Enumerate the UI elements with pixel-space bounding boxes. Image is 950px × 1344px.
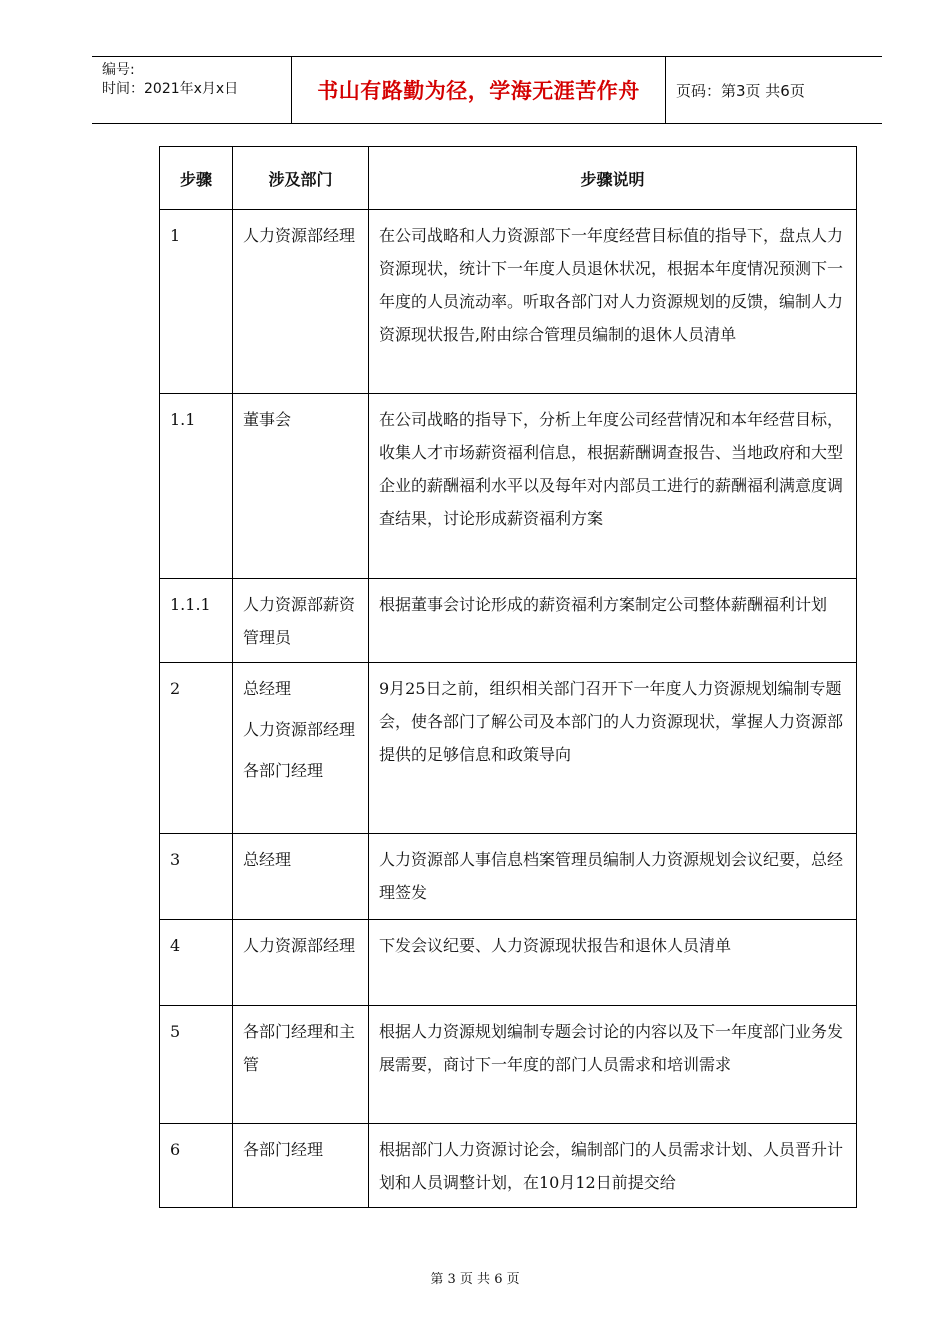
table-row	[160, 1006, 857, 1124]
desc-cell: 在公司战略的指导下，分析上年度公司经营情况和本年经营目标，收集人才市场薪资福利信息，根据薪酬调查报告、当地政府和大型企业的薪酬福利水平以及每年对内部员工进行的薪酬福利满意度调查结果，讨论形成薪资福利方案	[369, 394, 857, 579]
dept-name: 人力资源部经理	[243, 936, 356, 955]
dept-cell	[233, 663, 369, 834]
dept-name: 总经理	[243, 850, 292, 869]
dept-cell	[233, 579, 369, 663]
step-cell: 1	[160, 210, 233, 394]
dept-name: 各部门经理和主管	[243, 1022, 356, 1074]
table-row	[160, 663, 857, 834]
dept-name: 人力资源部经理	[243, 226, 356, 245]
step-cell: 6	[160, 1124, 233, 1208]
dept-name: 各部门经理	[243, 761, 324, 780]
table-row	[160, 920, 857, 1006]
page-footer: 第 3 页 共 6 页	[430, 1272, 520, 1287]
table-row	[160, 1124, 857, 1208]
dept-name: 董事会	[243, 410, 292, 429]
header-page-info: 页码：第3页 共6页	[676, 81, 805, 100]
table-row	[160, 579, 857, 663]
desc-cell: 根据人力资源规划编制专题会讨论的内容以及下一年度部门业务发展需要，商讨下一年度的部门人员需求和培训需求	[369, 1006, 857, 1124]
column-header-step: 步骤	[160, 147, 233, 210]
steps-table	[159, 146, 857, 1208]
desc-cell: 人力资源部人事信息档案管理员编制人力资源规划会议纪要，总经理签发	[369, 834, 857, 920]
document-time: 时间：2021年x月x日	[102, 81, 239, 97]
column-header-dept: 涉及部门	[233, 147, 369, 210]
dept-cell	[233, 1006, 369, 1124]
step-cell: 3	[160, 834, 233, 920]
dept-name: 各部门经理	[243, 1140, 324, 1159]
page-header	[92, 56, 882, 124]
dept-name: 人力资源部薪资管理员	[243, 595, 356, 647]
column-header-desc: 步骤说明	[369, 147, 857, 210]
step-cell: 1.1	[160, 394, 233, 579]
step-cell: 5	[160, 1006, 233, 1124]
desc-cell: 9月25日之前，组织相关部门召开下一年度人力资源规划编制专题会，使各部门了解公司及本部门的人力资源现状，掌握人力资源部提供的足够信息和政策导向	[369, 663, 857, 834]
dept-cell	[233, 834, 369, 920]
dept-name: 总经理	[243, 679, 292, 698]
step-cell: 2	[160, 663, 233, 834]
dept-cell	[233, 210, 369, 394]
dept-cell	[233, 1124, 369, 1208]
document-number-label: 编号:	[102, 62, 135, 78]
dept-cell	[233, 920, 369, 1006]
table-header-row	[160, 147, 857, 210]
desc-cell: 根据董事会讨论形成的薪资福利方案制定公司整体薪酬福利计划	[369, 579, 857, 663]
header-motto: 书山有路勤为径，学海无涯苦作舟	[292, 57, 666, 123]
table-row	[160, 394, 857, 579]
header-meta	[92, 57, 292, 123]
dept-name: 人力资源部经理	[243, 720, 356, 739]
desc-cell: 根据部门人力资源讨论会，编制部门的人员需求计划、人员晋升计划和人员调整计划，在10月12日前提交给	[369, 1124, 857, 1208]
step-cell: 1.1.1	[160, 579, 233, 663]
step-cell: 4	[160, 920, 233, 1006]
desc-cell: 下发会议纪要、人力资源现状报告和退休人员清单	[369, 920, 857, 1006]
table-row	[160, 210, 857, 394]
desc-cell: 在公司战略和人力资源部下一年度经营目标值的指导下，盘点人力资源现状，统计下一年度人员退休状况，根据本年度情况预测下一年度的人员流动率。听取各部门对人力资源规划的反馈，编制人力资源现状报告,附由综合管理员编制的退休人员清单	[369, 210, 857, 394]
dept-cell	[233, 394, 369, 579]
table-row	[160, 834, 857, 920]
